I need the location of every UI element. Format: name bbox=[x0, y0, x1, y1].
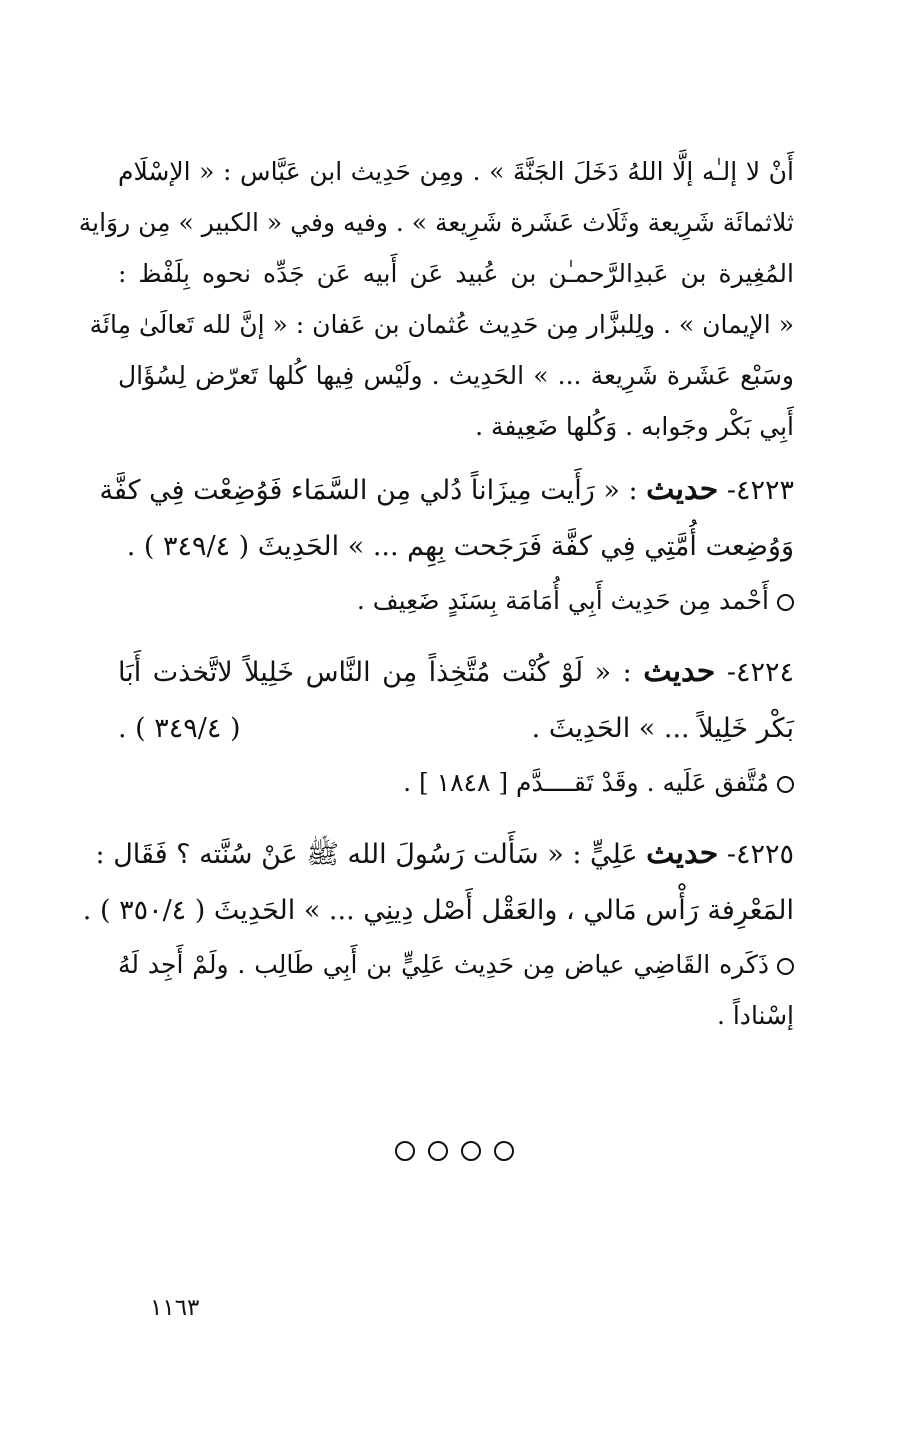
hadith-heading bbox=[99, 462, 794, 519]
intro-line: أَبِي بَكْر وجَوابه . وَكُلها ضَعِيفة . bbox=[475, 412, 794, 441]
hadith-4225 bbox=[82, 826, 794, 1041]
hadith-text: : « لَوْ كُنْت مُتَّخِذاً مِن النَّاس خَلِيلاً لاتَّخذت أَبَا bbox=[118, 657, 632, 688]
hadith-text-line bbox=[118, 701, 794, 757]
hadith-text: عَلِيٍّ : « سَأَلت رَسُولَ الله ﷺ عَنْ سُنَّته ؟ فَقَال : bbox=[95, 839, 638, 870]
hadith-note-text: أَحْمد مِن حَدِيث أَبِي أُمَامَة بِسَنَدٍ ضَعِيف . bbox=[356, 586, 769, 615]
hadith-4224 bbox=[118, 644, 794, 808]
hadith-note-text: إسْناداً . bbox=[716, 1001, 794, 1030]
circle-ornament-icon bbox=[461, 1141, 481, 1161]
page-body bbox=[78, 146, 794, 1041]
hadith-note bbox=[118, 939, 794, 990]
hadith-heading bbox=[95, 826, 794, 883]
hadith-keyword: حديث bbox=[646, 836, 719, 871]
hadith-note-text: مُتَّفق عَلَيه . وقَدْ تَقــــدَّم [ ١٨٤٨ ] . bbox=[403, 768, 769, 797]
hadith-keyword: حديث bbox=[646, 472, 719, 507]
hadith-note bbox=[118, 757, 794, 808]
hadith-text-part: بَكْر خَلِيلاً ... » الحَدِيثَ . bbox=[531, 713, 794, 744]
hadith-text-line: وَوُضِعت أُمَّتِي فِي كفَّة فَرَجَحت بِهِم ... » الحَدِيثَ ( ٣٤٩/٤ ) . bbox=[126, 531, 794, 562]
intro-line: وسَبْع عَشَرة شَرِيعة ... » الحَدِيث . ولَيْس فِيها كُلها تَعرّض لِسُؤَال bbox=[118, 361, 794, 390]
intro-line: ثلاثمائَة شَرِيعة وثَلَاث عَشَرة شَرِيعة » . وفيه وفي « الكبير » مِن روَاية bbox=[78, 208, 794, 237]
hadith-note-text: ذَكَره القَاضِي عياض مِن حَدِيث عَلِيٍّ بن أَبِي طَالِب . ولَمْ أَجِد لَهُ bbox=[118, 950, 769, 979]
hadith-text-line: المَعْرِفة رَأْس مَالي ، والعَقْل أَصْل دِينِي ... » الحَدِيثَ ( ٣٥٠/٤ ) . bbox=[82, 895, 794, 926]
section-divider bbox=[0, 1141, 909, 1161]
circle-bullet-icon bbox=[777, 594, 794, 611]
hadith-number: ٤٢٢٥- bbox=[726, 839, 794, 870]
hadith-number: ٤٢٢٣- bbox=[726, 475, 794, 506]
hadith-number: ٤٢٢٤- bbox=[726, 657, 794, 688]
page-number: ١١٦٣ bbox=[150, 1295, 200, 1321]
intro-paragraph bbox=[78, 146, 794, 452]
hadith-keyword: حديث bbox=[643, 654, 716, 689]
intro-line: أَنْ لا إلـٰه إلَّا اللهُ دَخَلَ الجَنَّةَ » . ومِن حَدِيث ابن عَبَّاس : « الإسْلَام bbox=[118, 157, 794, 186]
hadith-4223 bbox=[99, 462, 794, 626]
hadith-reference: ( ٣٤٩/٤ ) . bbox=[118, 713, 241, 744]
circle-ornament-icon bbox=[428, 1141, 448, 1161]
hadith-note bbox=[118, 575, 794, 626]
circle-bullet-icon bbox=[777, 776, 794, 793]
hadith-heading bbox=[118, 644, 794, 701]
circle-ornament-icon bbox=[494, 1141, 514, 1161]
circle-ornament-icon bbox=[395, 1141, 415, 1161]
circle-bullet-icon bbox=[777, 958, 794, 975]
hadith-text: : « رَأَيت مِيزَاناً دُلي مِن السَّمَاء فَوُضِعْت فِي كفَّة bbox=[99, 475, 638, 506]
intro-line: « الإيمان » . ولِلبزَّار مِن حَدِيث عُثمان بن عَفان : « إنَّ لله تَعالَىٰ مِائَة bbox=[89, 310, 794, 339]
intro-line: المُغِيرة بن عَبدِالرَّحمـٰن بن عُبيد عَن أَبيه عَن جَدِّه نحوه بِلَفْظ : bbox=[118, 259, 794, 288]
